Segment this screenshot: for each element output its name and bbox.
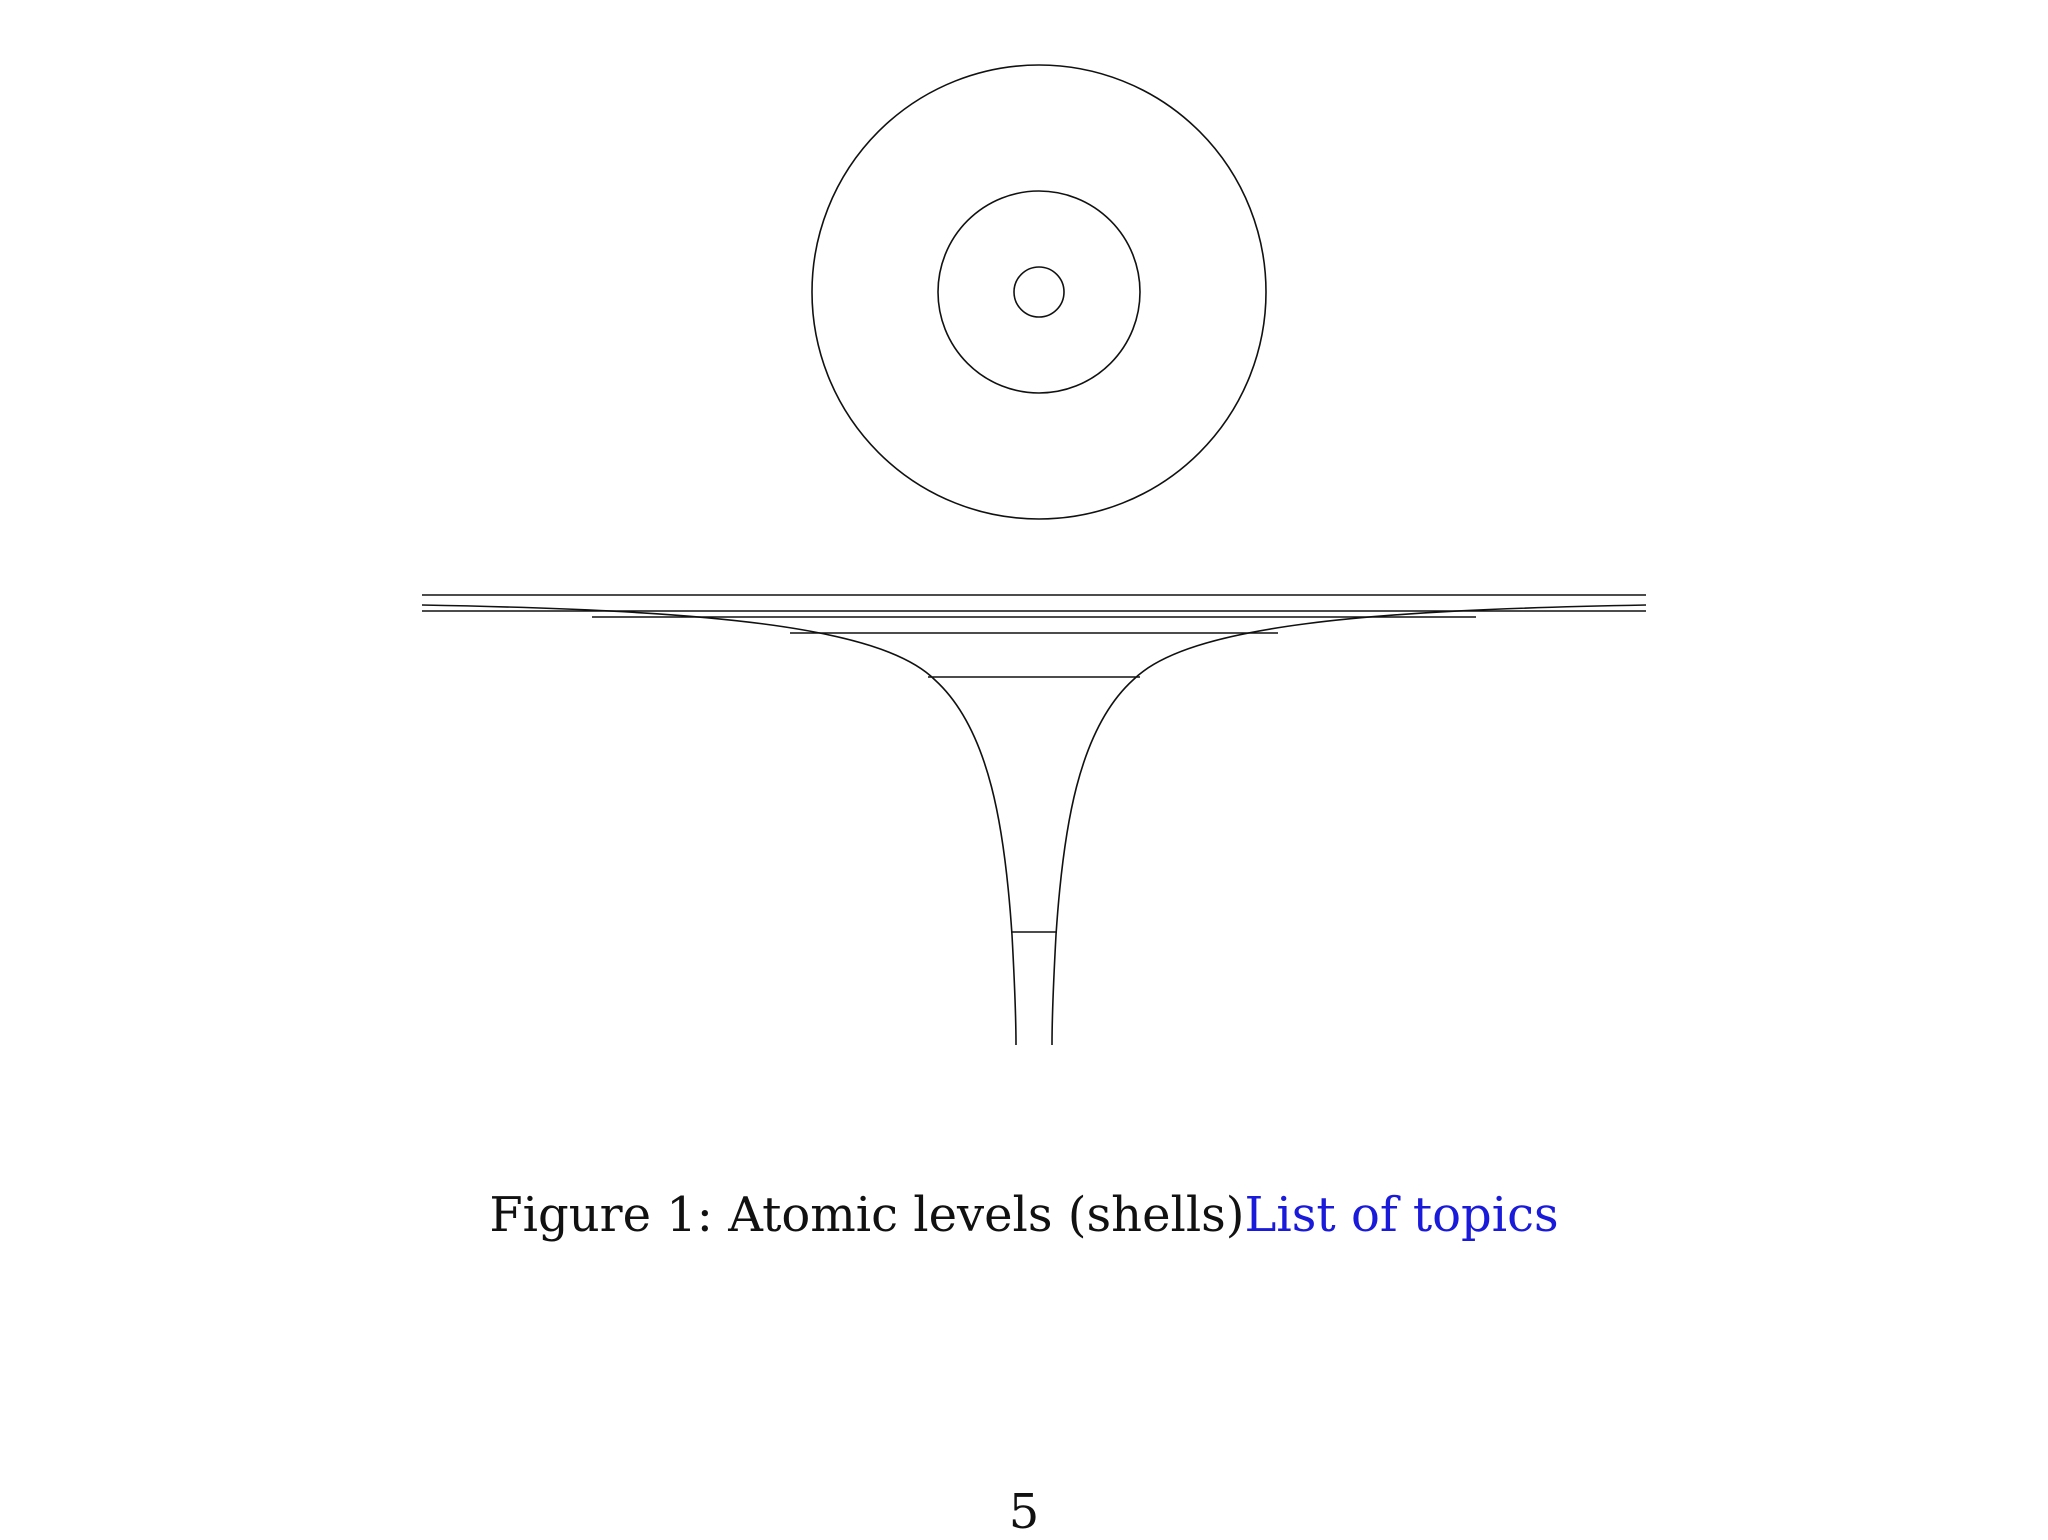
potential-well: [422, 595, 1646, 1045]
well-right-wall: [1052, 605, 1646, 1045]
figure-caption: [0, 1185, 2048, 1245]
middle-shell-circle: [938, 191, 1140, 393]
well-left-wall: [422, 605, 1016, 1045]
shells-top-view: [812, 65, 1266, 519]
caption-prefix: Figure 1:: [489, 1187, 713, 1243]
list-of-topics-link[interactable]: List of topics: [1244, 1187, 1559, 1243]
caption-text: Atomic levels (shells): [728, 1187, 1245, 1243]
page-number: 5: [1008, 1484, 1040, 1540]
outer-shell-circle: [812, 65, 1266, 519]
inner-shell-circle: [1014, 267, 1064, 317]
